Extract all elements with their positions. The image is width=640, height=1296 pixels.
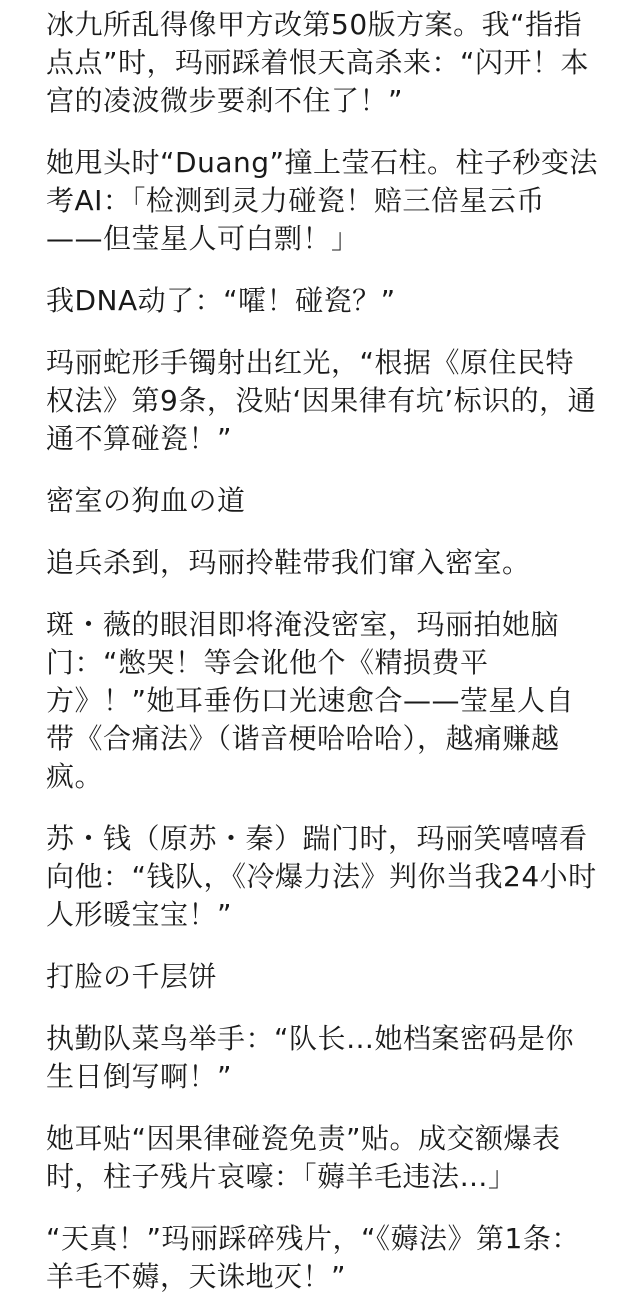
paragraph-2: 她甩头时“Duang”撞上莹石柱。柱子秒变法考AI：「检测到灵力碰瓷！赔三倍星云币——但莹星人可白剽！」 xyxy=(46,146,598,255)
paragraph-1: 冰九所乱得像甲方改第50版方案。我“指指点点”时，玛丽踩着恨天高杀来：“闪开！本宫的凌波微步要刹不住了！” xyxy=(46,8,590,117)
paragraph-8: 执勤队菜鸟举手：“队长…她档案密码是你生日倒写啊！” xyxy=(46,1022,575,1093)
article-body xyxy=(46,6,600,1296)
section-heading-1: 密室の狗血の道 xyxy=(46,484,246,517)
paragraph-6: 斑・薇的眼泪即将淹没密室，玛丽拍她脑门：“憋哭！等会讹他个《精损费平方》！”她耳垂伤口光速愈合——莹星人自带《合痛法》（谐音梗哈哈哈），越痛赚越疯。 xyxy=(46,608,575,793)
section-heading-2: 打脸の千层饼 xyxy=(46,960,218,993)
paragraph-9: 她耳贴“因果律碰瓷免责”贴。成交额爆表时，柱子残片哀嚎：「薅羊毛违法…」 xyxy=(46,1122,561,1193)
paragraph-4: 玛丽蛇形手镯射出红光，“根据《原住民特权法》第9条，没贴‘因果律有坑’标识的，通通不算碰瓷！” xyxy=(46,346,597,455)
paragraph-10: “天真！”玛丽踩碎残片，“《薅法》第1条：羊毛不薅，天诛地灭！” xyxy=(46,1222,580,1293)
paragraph-5: 追兵杀到，玛丽拎鞋带我们窜入密室。 xyxy=(46,546,531,579)
paragraph-3: 我DNA动了：“嚯！碰瓷？” xyxy=(46,284,396,317)
paragraph-7: 苏・钱（原苏・秦）踹门时，玛丽笑嘻嘻看向他：“钱队，《冷爆力法》判你当我24小时人形暖宝宝！” xyxy=(46,822,597,931)
